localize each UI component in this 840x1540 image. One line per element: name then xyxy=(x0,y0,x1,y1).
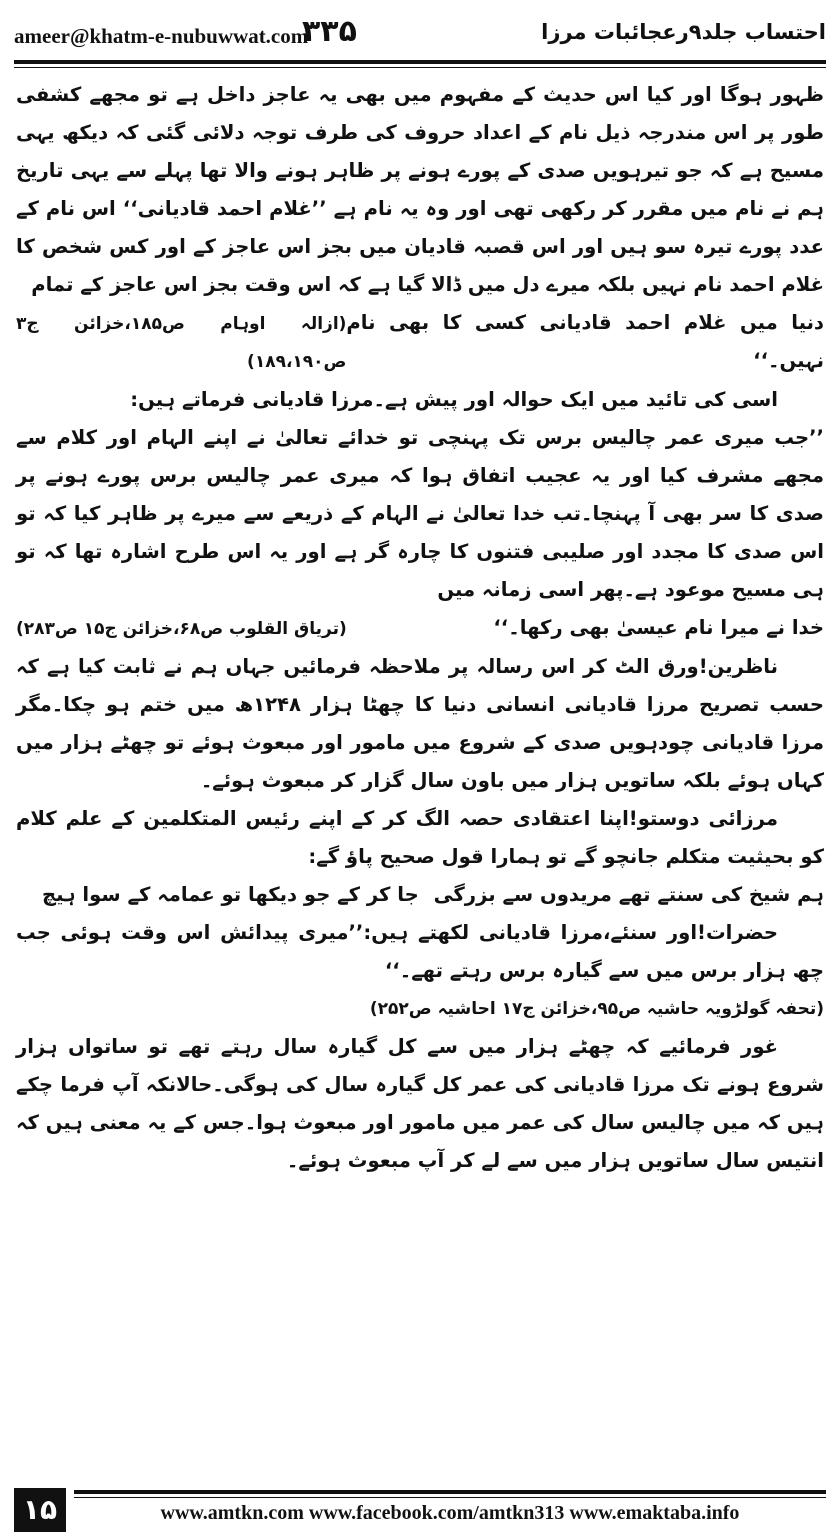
verse-right: ہم شیخ کی سنتے تھے مریدوں سے بزرگی xyxy=(433,883,824,906)
page-body xyxy=(16,76,824,1466)
header-rule-thick xyxy=(14,60,826,64)
footer-links: www.amtkn.com www.facebook.com/amtkn313 www.emaktaba.info xyxy=(160,1502,740,1524)
paragraph-3: ’’جب میری عمر چالیس برس تک پہنچی تو خدائے تعالیٰ نے اپنے الہام اور کلام سے مجھے مشرف کیا اور یہ عجیب اتفاق ہوا کہ میری عمر چالیس برس پورے ہونے پر صدی کا سر بھی آ پہنچا۔تب خدا تعالیٰ نے الہام کے ذریعے سے میرے پر ظاہر کیا کہ تو اس صدی کا مجدد اور صلیبی فتنوں کا چارہ گر ہے اور یہ اس طرح اشارہ تھا کہ تو ہی مسیح موعود ہے۔پھر اسی زمانہ میں xyxy=(16,426,824,601)
citation-1: (ازالہ اوہام ص۱۸۵،خزائن ج۳ ص۱۸۹،۱۹۰) xyxy=(16,314,347,372)
page-header xyxy=(14,14,826,58)
paragraph-5: مرزائی دوستو!اپنا اعتقادی حصہ الگ کر کے اپنے رئیس المتکلمین کے علم کلام کو بحیثیت متکلم جانچو گے تو ہمارا قول صحیح پاؤ گے: xyxy=(16,807,824,868)
paragraph-2: اسی کی تائید میں ایک حوالہ اور پیش ہے۔مرزا قادیانی فرماتے ہیں: xyxy=(130,388,778,411)
header-rule-thin xyxy=(14,67,826,68)
paragraph-4: ناظرین!ورق الٹ کر اس رسالہ پر ملاحظہ فرمائیں جہاں ہم نے ثابت کیا ہے کہ حسب تصریح مرزا قادیانی انسانی دنیا کا چھٹا ہزار ۱۲۴۸ھ میں ختم ہو چکا۔مگر مرزا قادیانی چودہویں صدی کے شروع میں مامور اور مبعوث ہوئے تو چھٹے ہزار میں کہاں ہوئے بلکہ ساتویں ہزار میں باون سال گزار کر مبعوث ہوئے۔ xyxy=(16,655,824,792)
footer-rule-thin xyxy=(74,1497,826,1498)
paragraph-6: حضرات!اور سنئے،مرزا قادیانی لکھتے ہیں:’’میری پیدائش اس وقت ہوئی جب چھ ہزار برس میں سے گیارہ برس رہتے تھے۔‘‘ xyxy=(16,921,824,982)
citation-2: (تریاق القلوب ص۶۸،خزائن ج۱۵ ص۲۸۳) xyxy=(16,619,347,639)
verse-left: جا کر کے جو دیکھا تو عمامہ کے سوا ہیچ xyxy=(42,883,419,906)
paragraph-7: غور فرمائیے کہ چھٹے ہزار میں سے کل گیارہ سال رہتے تھے تو ساتواں ہزار شروع ہونے تک مرزا قادیانی کی عمر کل گیارہ سال کی ہوگی۔حالانکہ آپ فرما چکے ہیں کہ میں چالیس سال کی عمر میں مامور اور مبعوث ہوا۔جس کے یہ معنی ہیں کہ انتیس سال ساتویں ہزار میں سے لے کر آپ مبعوث ہوئے۔ xyxy=(16,1035,824,1172)
header-title: احتساب جلد۹رعجائبات مرزا xyxy=(541,20,826,44)
citation-3: (تحفہ گولڑویہ حاشیہ ص۹۵،خزائن ج۱۷ احاشیہ ص۲۵۲) xyxy=(369,999,824,1019)
page-footer xyxy=(14,1488,826,1532)
citation-line-3 xyxy=(16,990,824,1028)
quote-end-line-2 xyxy=(16,609,824,648)
quote-end-2: خدا نے میرا نام عیسیٰ بھی رکھا۔‘‘ xyxy=(493,616,824,639)
header-page-number: ۳۳۵ xyxy=(302,14,357,49)
paragraph-1: ظہور ہوگا اور کیا اس حدیث کے مفہوم میں بھی یہ عاجز داخل ہے تو مجھے کشفی طور پر اس مندرجہ ذیل نام کے اعداد حروف کی طرف توجہ دلائی گئی کہ دیکھ یہی مسیح ہے کہ جو تیرہویں صدی کے پورے ہونے پر ظاہر ہونے والا تھا پہلے سے یہی تاریخ ہم نے نام میں مقرر کر رکھی تھی اور وہ یہ نام ہے ’’غلام احمد قادیانی‘‘ اس نام کے عدد پورے تیرہ سو ہیں اور اس قصبہ قادیان میں بجز اس عاجز کے اور کس شخص کا غلام احمد نام نہیں بلکہ میرے دل میں ڈالا گیا ہے کہ اس وقت بجز اس عاجز کے تمام xyxy=(16,83,824,296)
header-email: ameer@khatm-e-nubuwwat.com xyxy=(14,24,309,48)
quote-end-line-1 xyxy=(16,304,824,381)
quote-end-1: دنیا میں غلام احمد قادیانی کسی کا بھی نام نہیں۔‘‘ xyxy=(346,311,824,372)
poetry-couplet xyxy=(16,876,824,914)
footer-page-number: ۱۵ xyxy=(14,1488,66,1532)
footer-rule-thick xyxy=(74,1490,826,1494)
